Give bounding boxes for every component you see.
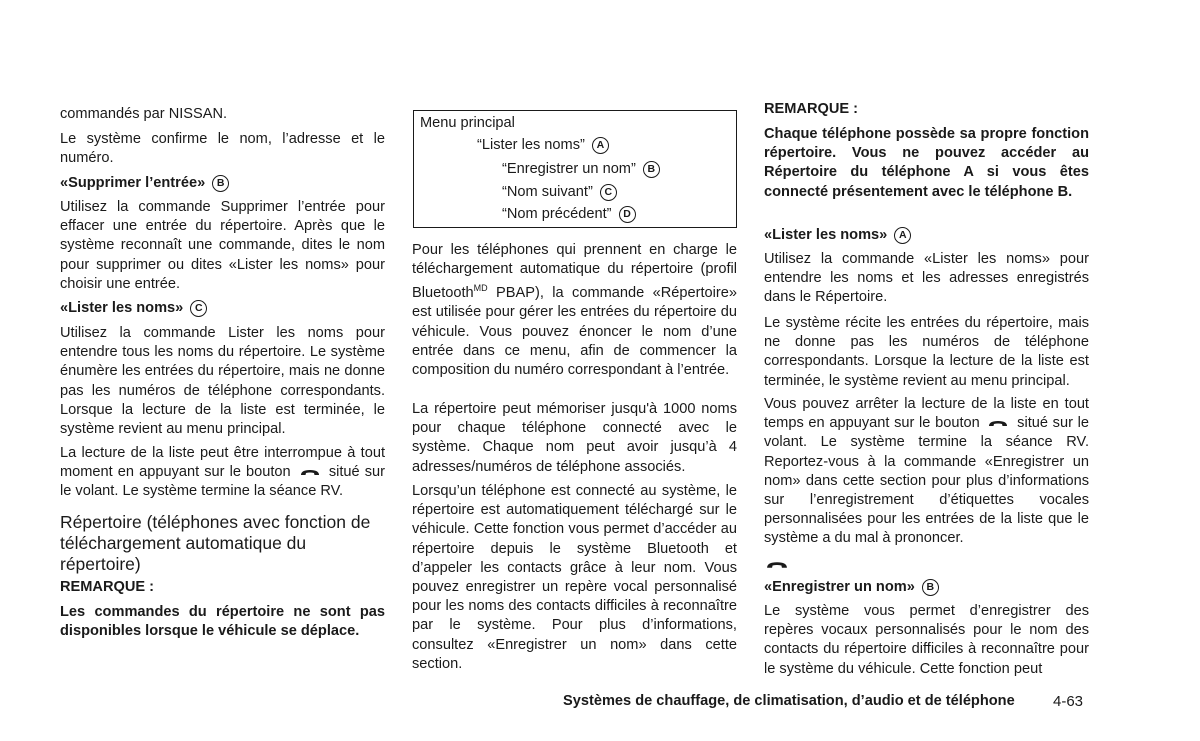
left-p2: Le système confirme le nom, l’adresse et le numéro. (60, 131, 385, 167)
middle-p2: La répertoire peut mémoriser jusqu'à 1000 noms pour chaque téléphone connecté avec le système. Chaque nom peut avoir jusqu’à 4 adresses/numéros de téléphone associés. (412, 401, 737, 475)
section-subheading: Répertoire (téléphones avec fonction de téléchargement automatique du répertoire) (60, 512, 371, 574)
middle-p1 (412, 241, 737, 380)
marker-b: B (643, 161, 660, 178)
left-p4: Utilisez la commande Lister les noms pour entendre tous les noms du répertoire. Le système énumère les entrées du répertoire, mais ne donne pas les numéros de téléphone correspondants. Lorsque la lecture de la liste est terminée, le système revient au menu principal. (60, 325, 385, 438)
right-p2: Le système récite les entrées du répertoire, mais ne donne pas les numéros de téléphone correspondants. Lorsque la lecture de la liste est terminée, le système revient au menu principal. (764, 315, 1089, 389)
heading-enregistrer (764, 578, 1089, 597)
marker-a: A (592, 137, 609, 154)
middle-p1-b: PBAP), la commande «Répertoire» est utilisée pour gérer les entrées du répertoire du véhicule. Vous pouvez énoncer le nom d’une entrée dans ce menu, afin de commencer la composition du numéro correspondant à l’entrée. (412, 285, 737, 379)
heading-lister-left-text: «Lister les noms» (60, 300, 184, 316)
right-p3-a: Vous pouvez arrêter la lecture de la liste en tout temps en appuyant sur le bouton (764, 396, 1089, 432)
menu-principal-box (413, 110, 737, 228)
left-p5-a: La lecture de la liste peut être interrompue à tout moment en appuyant sur le bouton (60, 445, 385, 481)
heading-supprimer (60, 174, 385, 193)
middle-p3: Lorsqu’un téléphone est connecté au système, le répertoire est automatiquement téléchargé sur le véhicule. Cette fonction vous permet d’accéder au répertoire depuis le système Bluetooth et d’appeler les contacts grâce à leur nom. Vous pouvez enregistrer un repère vocal personnalisé pour les noms des contacts difficiles à reconnaître par le système. Pour plus d’informations, consultez «Enregistrer un nom» dans cette section. (412, 483, 737, 672)
menu-item-enregistrer (502, 161, 660, 178)
phone-hangup-icon (988, 419, 1008, 428)
remarque-left: REMARQUE : (60, 579, 155, 595)
heading-enregistrer-text: «Enregistrer un nom» (764, 579, 915, 595)
left-p1: commandés par NISSAN. (60, 106, 228, 122)
left-p5 (60, 444, 385, 502)
menu-item-suivant-label: “Nom suivant” (502, 184, 593, 200)
note-left: Les commandes du répertoire ne sont pas disponibles lorsque le véhicule se déplace. (60, 604, 385, 640)
footer-section-title: Systèmes de chauffage, de climatisation, d’audio et de téléphone (563, 693, 1015, 709)
marker-d: D (619, 206, 636, 223)
menu-item-precedent (502, 206, 636, 223)
note-right: Chaque téléphone possède sa propre fonction répertoire. Vous ne pouvez accéder au Répertoire du téléphone A si vous êtes connecté présentement avec le téléphone B. (764, 126, 1089, 200)
marker-b: B (922, 579, 939, 596)
marker-b: B (212, 175, 229, 192)
menu-item-lister (477, 137, 609, 154)
right-p3 (764, 395, 1089, 549)
middle-p1-a: Pour les téléphones qui prennent en charge le téléchargement automatique du répertoire (profil Bluetooth (412, 242, 737, 302)
heading-lister-right (764, 226, 1089, 245)
left-p3: Utilisez la commande Supprimer l’entrée pour effacer une entrée du répertoire. Après que le système reconnaît une commande, dites le nom pour supprimer ou dites «Lister les noms» pour choisir une entrée. (60, 199, 385, 292)
menu-item-precedent-label: “Nom précédent” (502, 206, 612, 222)
menu-item-suivant (502, 184, 617, 201)
phone-hangup-icon (300, 468, 320, 477)
page-number: 4-63 (1053, 693, 1084, 710)
menu-title: Menu principal (420, 115, 515, 131)
phone-hangup-icon (766, 560, 788, 570)
heading-lister-right-text: «Lister les noms» (764, 227, 888, 243)
right-p4: Le système vous permet d’enregistrer des repères vocaux personnalisés pour le nom des contacts du répertoire difficiles à reconnaître pour le système du véhicule. Cette fonction peut (764, 603, 1089, 677)
marker-c: C (190, 300, 207, 317)
menu-item-lister-label: “Lister les noms” (477, 137, 585, 153)
right-p3-b: situé sur le volant. Le système termine la séance RV. Reportez-vous à la commande «Enregistrer un nom» dans cette section pour plus d’informations sur l’enregistrement d’étiquettes vocales personnalisées pour les entrées de la liste que le système a du mal à prononcer. (764, 415, 1089, 547)
trademark-sup: MD (473, 283, 488, 294)
marker-a: A (894, 227, 911, 244)
menu-item-enregistrer-label: “Enregistrer un nom” (502, 161, 636, 177)
heading-supprimer-text: «Supprimer l’entrée» (60, 175, 206, 191)
left-p5-b: situé sur le volant. Le système termine la séance RV. (60, 464, 385, 500)
remarque-right: REMARQUE : (764, 101, 859, 117)
marker-c: C (600, 184, 617, 201)
heading-lister-left (60, 299, 385, 318)
right-p1: Utilisez la commande «Lister les noms» pour entendre les noms et les adresses enregistrés dans le Répertoire. (764, 251, 1089, 306)
